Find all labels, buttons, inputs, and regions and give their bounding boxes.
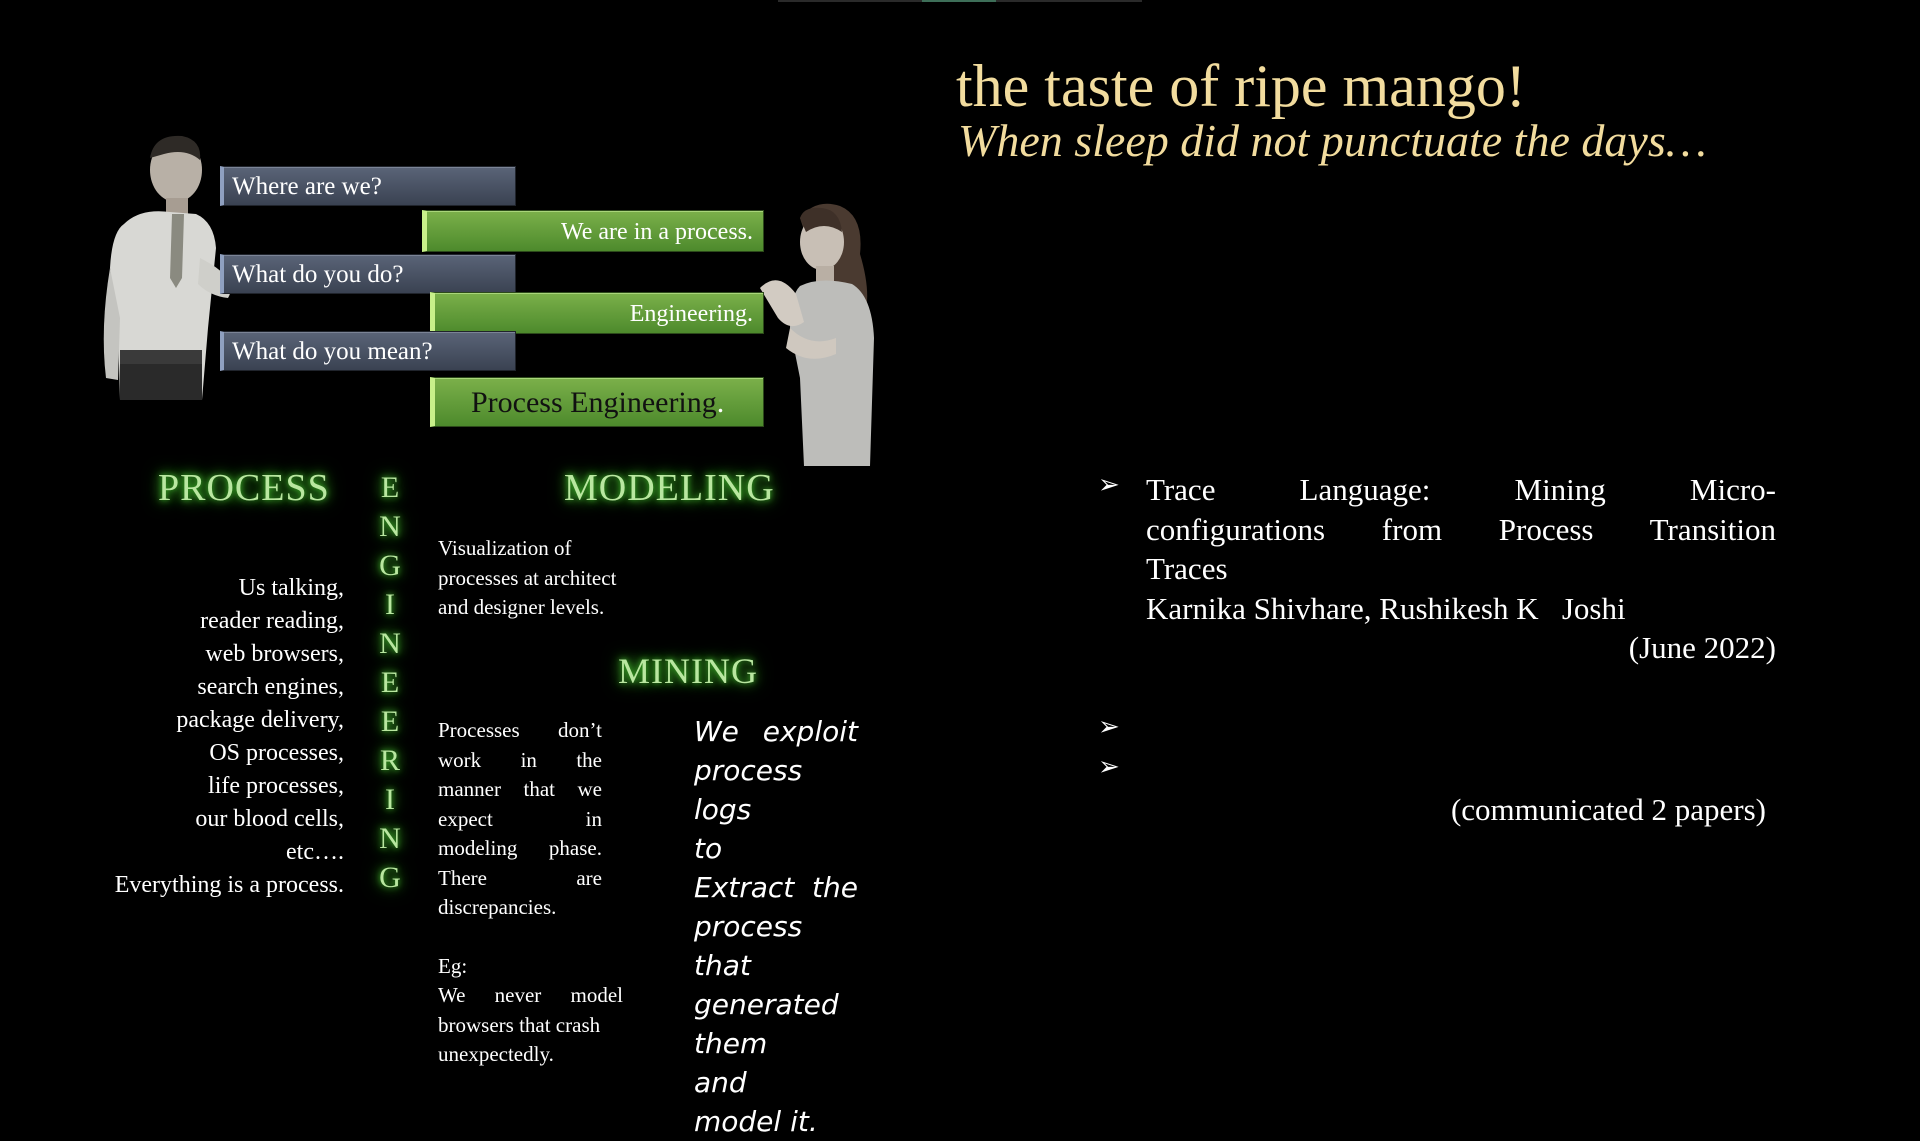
engineering-letter: I	[385, 588, 395, 621]
question-bar-mean	[220, 331, 516, 371]
page-title: the taste of ripe mango!	[956, 53, 1526, 119]
engineering-letter: N	[379, 627, 401, 660]
answer-dot: .	[716, 386, 725, 419]
text-line: to	[694, 832, 723, 865]
list-item: web browsers,	[205, 641, 344, 667]
answer-text-process-engineering: Process Engineering	[471, 386, 717, 419]
list-item: Us talking,	[238, 575, 344, 601]
list-item: etc….	[286, 839, 344, 865]
text-line: and designer levels.	[438, 595, 605, 619]
text-line: model it.	[694, 1105, 818, 1138]
text-line: modeling phase.	[438, 836, 602, 860]
text-line: work in the	[438, 747, 602, 772]
answer-text-engineering: Engineering.	[629, 301, 753, 327]
answer-bar-engineering	[430, 292, 764, 334]
engineering-letter: R	[379, 744, 400, 777]
answer-bar-process	[422, 210, 764, 252]
answer-bar-process-engineering	[430, 377, 764, 427]
list-item: Everything is a process.	[114, 872, 344, 898]
engineering-letter: G	[379, 549, 401, 582]
engineering-vertical	[372, 468, 408, 897]
heading-mining: MINING	[618, 651, 758, 691]
question-text-mean: What do you mean?	[232, 338, 433, 365]
engineering-letter: E	[380, 705, 400, 738]
question-text-what-do: What do you do?	[232, 261, 404, 288]
list-item: reader reading,	[200, 608, 344, 634]
list-item: package delivery,	[176, 707, 344, 733]
list-item: search engines,	[197, 674, 344, 700]
engineering-letter: G	[379, 861, 401, 894]
text-line: expect in	[438, 806, 602, 831]
text-line: We exploit	[694, 715, 858, 748]
engineering-letter: E	[380, 666, 400, 699]
arrow-bullet-icon: ➢	[1098, 752, 1120, 782]
text-line: manner that we	[438, 777, 602, 801]
heading-process: PROCESS	[158, 467, 330, 509]
communicated-papers: (communicated 2 papers)	[1450, 792, 1766, 827]
arrow-bullet-icon: ➢	[1098, 470, 1120, 500]
arrow-bullet-icon: ➢	[1098, 712, 1120, 742]
page-subtitle: When sleep did not punctuate the days…	[958, 115, 1707, 166]
question-bar-where	[220, 166, 516, 206]
text-line: browsers that crash	[438, 1012, 601, 1037]
paper-title-line: configurations from Process Transition	[1146, 511, 1776, 547]
paper-date: (June 2022)	[1628, 630, 1776, 665]
text-line: We never model	[438, 983, 623, 1007]
paper-item-1	[1146, 470, 1776, 668]
text-line: unexpectedly.	[438, 1042, 554, 1066]
question-text-where: Where are we?	[232, 173, 382, 200]
text-line: processes at architect	[438, 565, 617, 590]
answer-text-process: We are in a process.	[561, 219, 753, 245]
paper-title-line: Trace Language: Mining Micro-	[1146, 472, 1776, 507]
text-line: discrepancies.	[438, 895, 557, 919]
paper-title-line: Traces	[1146, 551, 1228, 586]
list-item: life processes,	[208, 773, 344, 799]
text-line: There are	[438, 865, 602, 890]
text-line: Processes don’t	[438, 718, 602, 742]
paper-authors: Karnika Shivhare, Rushikesh K Joshi	[1146, 590, 1626, 626]
man-figure-icon	[90, 128, 230, 400]
text-line: Visualization of	[438, 536, 572, 560]
modeling-description	[438, 534, 678, 623]
engineering-letter: N	[379, 510, 401, 543]
text-line: process that	[694, 910, 803, 982]
engineering-letter: I	[385, 783, 395, 816]
mining-description	[438, 716, 623, 1070]
engineering-letter: E	[380, 471, 400, 504]
woman-figure-icon	[760, 198, 890, 466]
question-bar-what-do	[220, 254, 516, 294]
list-item: our blood cells,	[195, 806, 344, 832]
list-item: OS processes,	[209, 740, 344, 766]
text-line: Extract the	[694, 871, 858, 904]
handwritten-note	[694, 712, 858, 1141]
text-line: and	[694, 1066, 747, 1099]
engineering-letter: N	[379, 822, 401, 855]
process-examples-list	[60, 572, 344, 902]
text-line: Eg:	[438, 953, 468, 978]
heading-modeling: MODELING	[564, 467, 775, 509]
text-line: generated	[694, 988, 839, 1021]
top-strip-accent	[922, 0, 996, 2]
text-line: them	[694, 1027, 768, 1060]
text-line: process logs	[694, 754, 803, 826]
